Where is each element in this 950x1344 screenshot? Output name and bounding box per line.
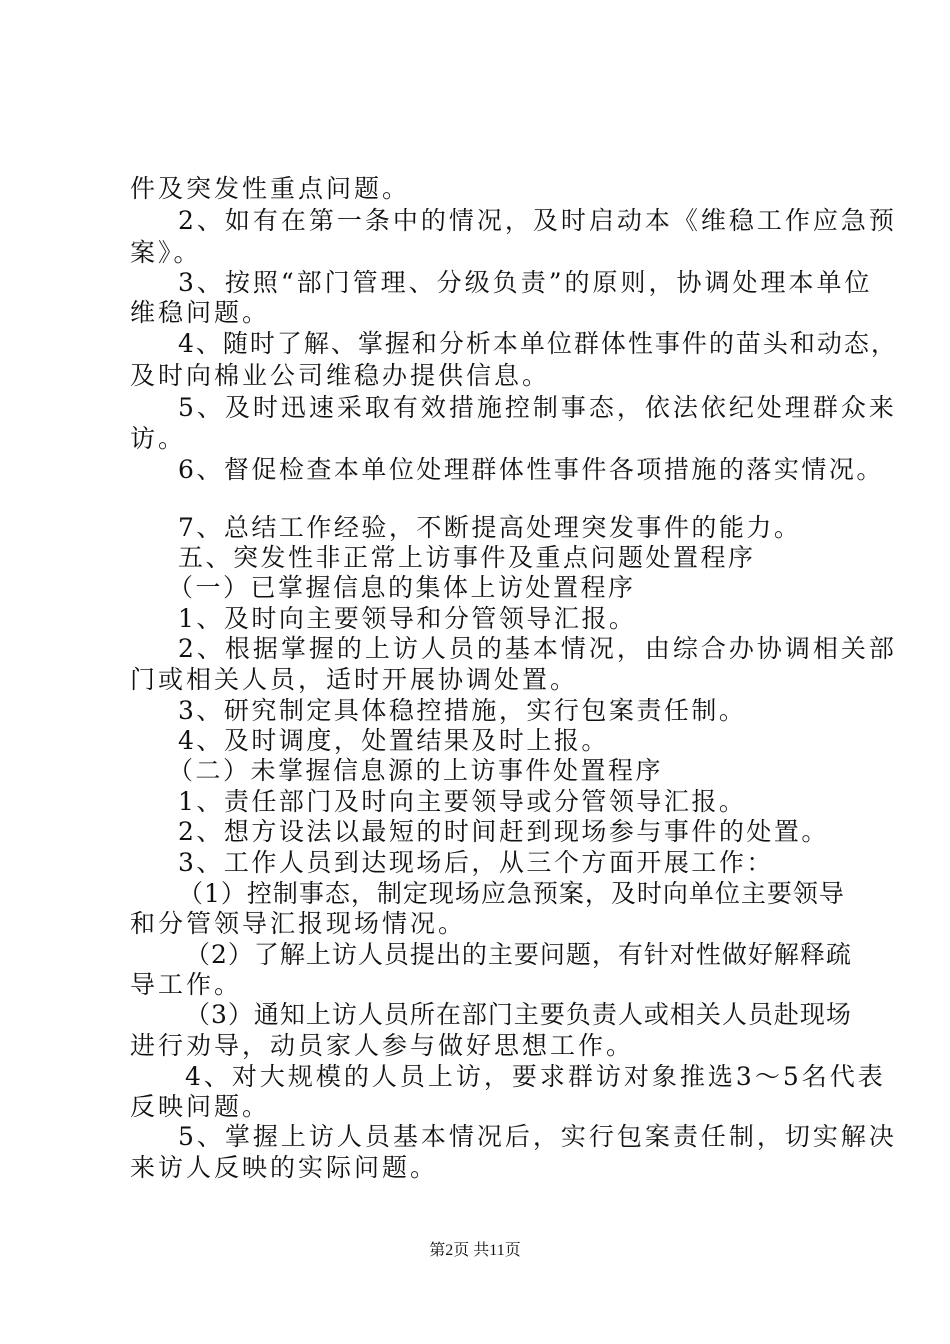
text-line: 5、及时迅速采取有效措施控制事态，依法依纪处理群众来 <box>178 393 897 422</box>
text-line: 1、及时向主要领导和分管领导汇报。 <box>178 604 637 633</box>
text-line: （1）控制事态，制定现场应急预案，及时向单位主要领导 <box>178 879 845 908</box>
text-line: 案》。 <box>130 238 202 267</box>
text-line: 导工作。 <box>130 970 243 999</box>
text-line: 1、责任部门及时向主要领导或分管领导汇报。 <box>178 787 747 816</box>
text-line: 5、掌握上访人员基本情况后，实行包案责任制，切实解决 <box>178 1122 897 1151</box>
text-line: 维稳问题。 <box>130 298 271 327</box>
text-line: 7、总结工作经验，不断提高处理突发事件的能力。 <box>178 513 802 542</box>
section-heading: 五、突发性非正常上访事件及重点问题处置程序 <box>178 543 756 572</box>
text-line: 3、研究制定具体稳控措施，实行包案责任制。 <box>178 696 747 725</box>
text-line: 来访人反映的实际问题。 <box>130 1153 439 1182</box>
text-line: 门或相关人员，适时开展协调处置。 <box>130 665 579 694</box>
text-line: 件及突发性重点问题。 <box>130 174 411 203</box>
text-line: 3、工作人员到达现场后，从三个方面开展工作： <box>178 848 774 877</box>
text-line: 2、如有在第一条中的情况，及时启动本《维稳工作应急预 <box>178 206 897 235</box>
text-line: 反映问题。 <box>130 1092 271 1121</box>
text-line: 2、想方设法以最短的时间赶到现场参与事件的处置。 <box>178 817 829 846</box>
text-line: 访。 <box>130 424 187 453</box>
text-line: 和分管领导汇报现场情况。 <box>130 909 467 938</box>
text-line: 进行劝导，动员家人参与做好思想工作。 <box>130 1031 635 1060</box>
text-line: 4、对大规模的人员上访，要求群访对象推选3～5名代表 <box>185 1062 886 1091</box>
page-number: 第2页 共11页 <box>429 1242 521 1259</box>
text-line: 4、随时了解、掌握和分析本单位群体性事件的苗头和动态， <box>178 329 898 358</box>
text-line: 3、按照“部门管理、分级负责”的原则，协调处理本单位 <box>178 268 873 297</box>
text-line: 4、及时调度，处置结果及时上报。 <box>178 726 609 755</box>
text-line: 6、督促检查本单位处理群体性事件各项措施的落实情况。 <box>178 455 884 484</box>
subsection-heading: （一）已掌握信息的集体上访处置程序 <box>168 573 636 602</box>
text-line: 及时向棉业公司维稳办提供信息。 <box>130 361 551 390</box>
text-line: （2）了解上访人员提出的主要问题，有针对性做好解释疏 <box>185 940 852 969</box>
text-line: 2、根据掌握的上访人员的基本情况，由综合办协调相关部 <box>178 634 897 663</box>
text-line: （3）通知上访人员所在部门主要负责人或相关人员赴现场 <box>185 1000 852 1029</box>
subsection-heading: （二）未掌握信息源的上访事件处置程序 <box>168 756 664 785</box>
